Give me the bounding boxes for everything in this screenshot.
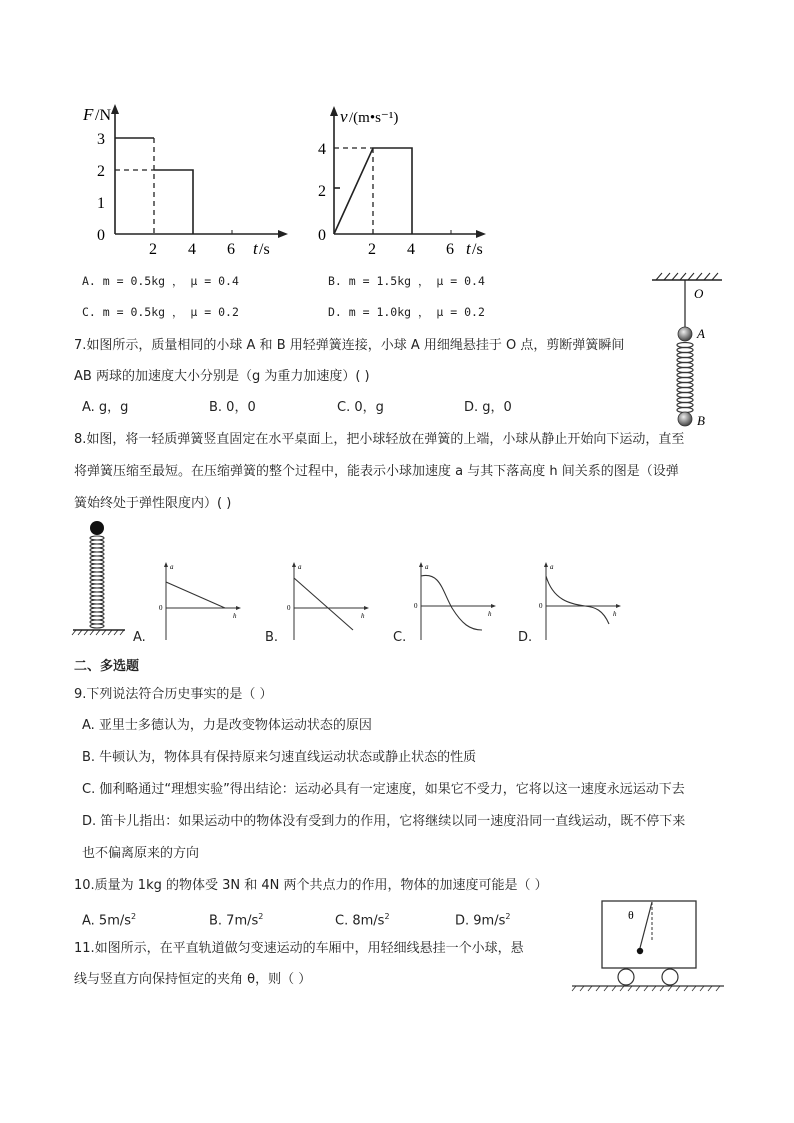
- q10-option-d-sup: 2: [505, 912, 511, 921]
- v-x-label: t: [466, 239, 471, 258]
- q6-option-b: B. m = 1.5kg ， μ = 0.4: [328, 274, 485, 288]
- q10-option-b-text: B. 7m/s: [209, 913, 259, 929]
- q10-option-c: [335, 908, 390, 930]
- b-axis-h: h: [361, 612, 365, 620]
- b-axis-a: a: [298, 563, 302, 571]
- label-o: O: [694, 286, 704, 301]
- q10-option-a-text: A. 5m/s: [82, 913, 132, 929]
- f-xtick-6: 6: [227, 241, 235, 258]
- q9-option-b: B. 牛顿认为，物体具有保持原来匀速直线运动状态或静止状态的性质: [82, 750, 477, 765]
- c-origin: 0: [414, 602, 418, 610]
- q8-line1: 8.如图，将一轻质弹簧竖直固定在水平桌面上，把小球轻放在弹簧的上端，小球从静止开始向下运动，直至: [74, 432, 685, 447]
- q8-graph-a: [155, 560, 245, 645]
- f-x-label: t: [253, 239, 258, 258]
- q10-option-c-text: C. 8m/s: [335, 913, 385, 929]
- force-time-graph: [75, 100, 295, 260]
- q9-option-a: A. 亚里士多德认为，力是改变物体运动状态的原因: [82, 718, 372, 733]
- q7-line2: AB 两球的加速度大小分别是（g 为重力加速度）( ): [74, 369, 370, 384]
- q8-graph-d: [535, 560, 625, 645]
- q6-option-d: D. m = 1.0kg ， μ = 0.2: [328, 305, 485, 319]
- c-axis-h: h: [488, 610, 492, 618]
- q8-graph-b: [283, 560, 373, 645]
- q7-option-b: B. 0，0: [209, 400, 256, 415]
- q9-option-d-cont: 也不偏离原来的方向: [82, 846, 200, 861]
- spring-pendulum-figure: [650, 272, 725, 432]
- q11-line1: 11.如图所示，在平直轨道做匀变速运动的车厢中，用轻细线悬挂一个小球，悬: [74, 941, 524, 956]
- q6-option-a: A. m = 0.5kg ， μ = 0.4: [82, 274, 239, 288]
- q7-line1: 7.如图所示，质量相同的小球 A 和 B 用轻弹簧连接，小球 A 用细绳悬挂于 O 点，剪断弹簧瞬间: [74, 338, 625, 353]
- q8-line3: 簧始终处于弹性限度内）( ): [74, 496, 232, 511]
- q10-option-b: [209, 908, 263, 930]
- a-axis-h: h: [233, 612, 237, 620]
- v-xtick-6: 6: [446, 241, 454, 258]
- q7-option-a: A. g，g: [82, 400, 129, 415]
- v-xtick-4: 4: [407, 241, 415, 258]
- v-xtick-2: 2: [368, 241, 376, 258]
- q10-stem: 10.质量为 1kg 的物体受 3N 和 4N 两个共点力的作用，物体的加速度可能是（ ）: [74, 878, 548, 893]
- v-axis-unit: /(m•s⁻¹): [349, 110, 399, 126]
- q10-option-d-text: D. 9m/s: [455, 913, 506, 929]
- f-tick-3: 3: [97, 131, 105, 148]
- a-origin: 0: [159, 604, 163, 612]
- label-a: A: [697, 326, 705, 341]
- q10-option-c-sup: 2: [384, 912, 390, 921]
- v-tick-4: 4: [318, 141, 326, 158]
- q7-option-d: D. g，0: [464, 400, 512, 415]
- q10-option-a: [82, 908, 136, 930]
- v-tick-0: 0: [318, 227, 326, 244]
- f-xtick-2: 2: [149, 241, 157, 258]
- spring-on-table-figure: [70, 518, 130, 638]
- q9-option-d: D. 笛卡儿指出：如果运动中的物体没有受到力的作用，它将继续以同一速度沿同一直线运动，既不停下来: [82, 814, 686, 829]
- a-axis-a: a: [170, 563, 174, 571]
- d-axis-a: a: [550, 563, 554, 571]
- d-axis-h: h: [613, 610, 617, 618]
- q8-line2: 将弹簧压缩至最短。在压缩弹簧的整个过程中，能表示小球加速度 a 与其下落高度 h 间关系的图是（设弹: [74, 464, 679, 479]
- label-b: B: [697, 413, 705, 428]
- velocity-time-graph: [300, 100, 500, 260]
- v-axis-label: v: [340, 107, 348, 126]
- f-x-unit: /s: [259, 241, 270, 258]
- q9-stem: 9.下列说法符合历史事实的是（ ）: [74, 687, 273, 702]
- b-origin: 0: [287, 604, 291, 612]
- q10-option-b-sup: 2: [258, 912, 264, 921]
- f-axis-label: F: [83, 105, 94, 124]
- q10-option-a-sup: 2: [131, 912, 137, 921]
- q7-option-c: C. 0，g: [337, 400, 384, 415]
- cart-angle-label: θ: [628, 908, 634, 922]
- f-tick-2: 2: [97, 163, 105, 180]
- q8-label-d: D.: [518, 630, 533, 645]
- q11-line2: 线与竖直方向保持恒定的夹角 θ，则（ ）: [74, 972, 312, 987]
- q6-option-c: C. m = 0.5kg ， μ = 0.2: [82, 305, 239, 319]
- q9-option-c: C. 伽利略通过“理想实验”得出结论：运动必具有一定速度，如果它不受力，它将以这一速度永远运动下去: [82, 782, 685, 797]
- f-tick-0: 0: [97, 227, 105, 244]
- q10-option-d: [455, 908, 510, 930]
- f-axis-unit: /N: [95, 107, 111, 124]
- q8-label-a: A.: [133, 630, 146, 645]
- q8-label-c: C.: [393, 630, 407, 645]
- f-xtick-4: 4: [188, 241, 196, 258]
- f-tick-1: 1: [97, 195, 105, 212]
- v-x-unit: /s: [472, 241, 483, 258]
- q8-graph-c: [410, 560, 500, 645]
- d-origin: 0: [539, 602, 543, 610]
- cart-figure: [568, 898, 728, 996]
- section-title: 二、多选题: [74, 659, 140, 674]
- q8-label-b: B.: [265, 630, 279, 645]
- v-tick-2: 2: [318, 183, 326, 200]
- c-axis-a: a: [425, 563, 429, 571]
